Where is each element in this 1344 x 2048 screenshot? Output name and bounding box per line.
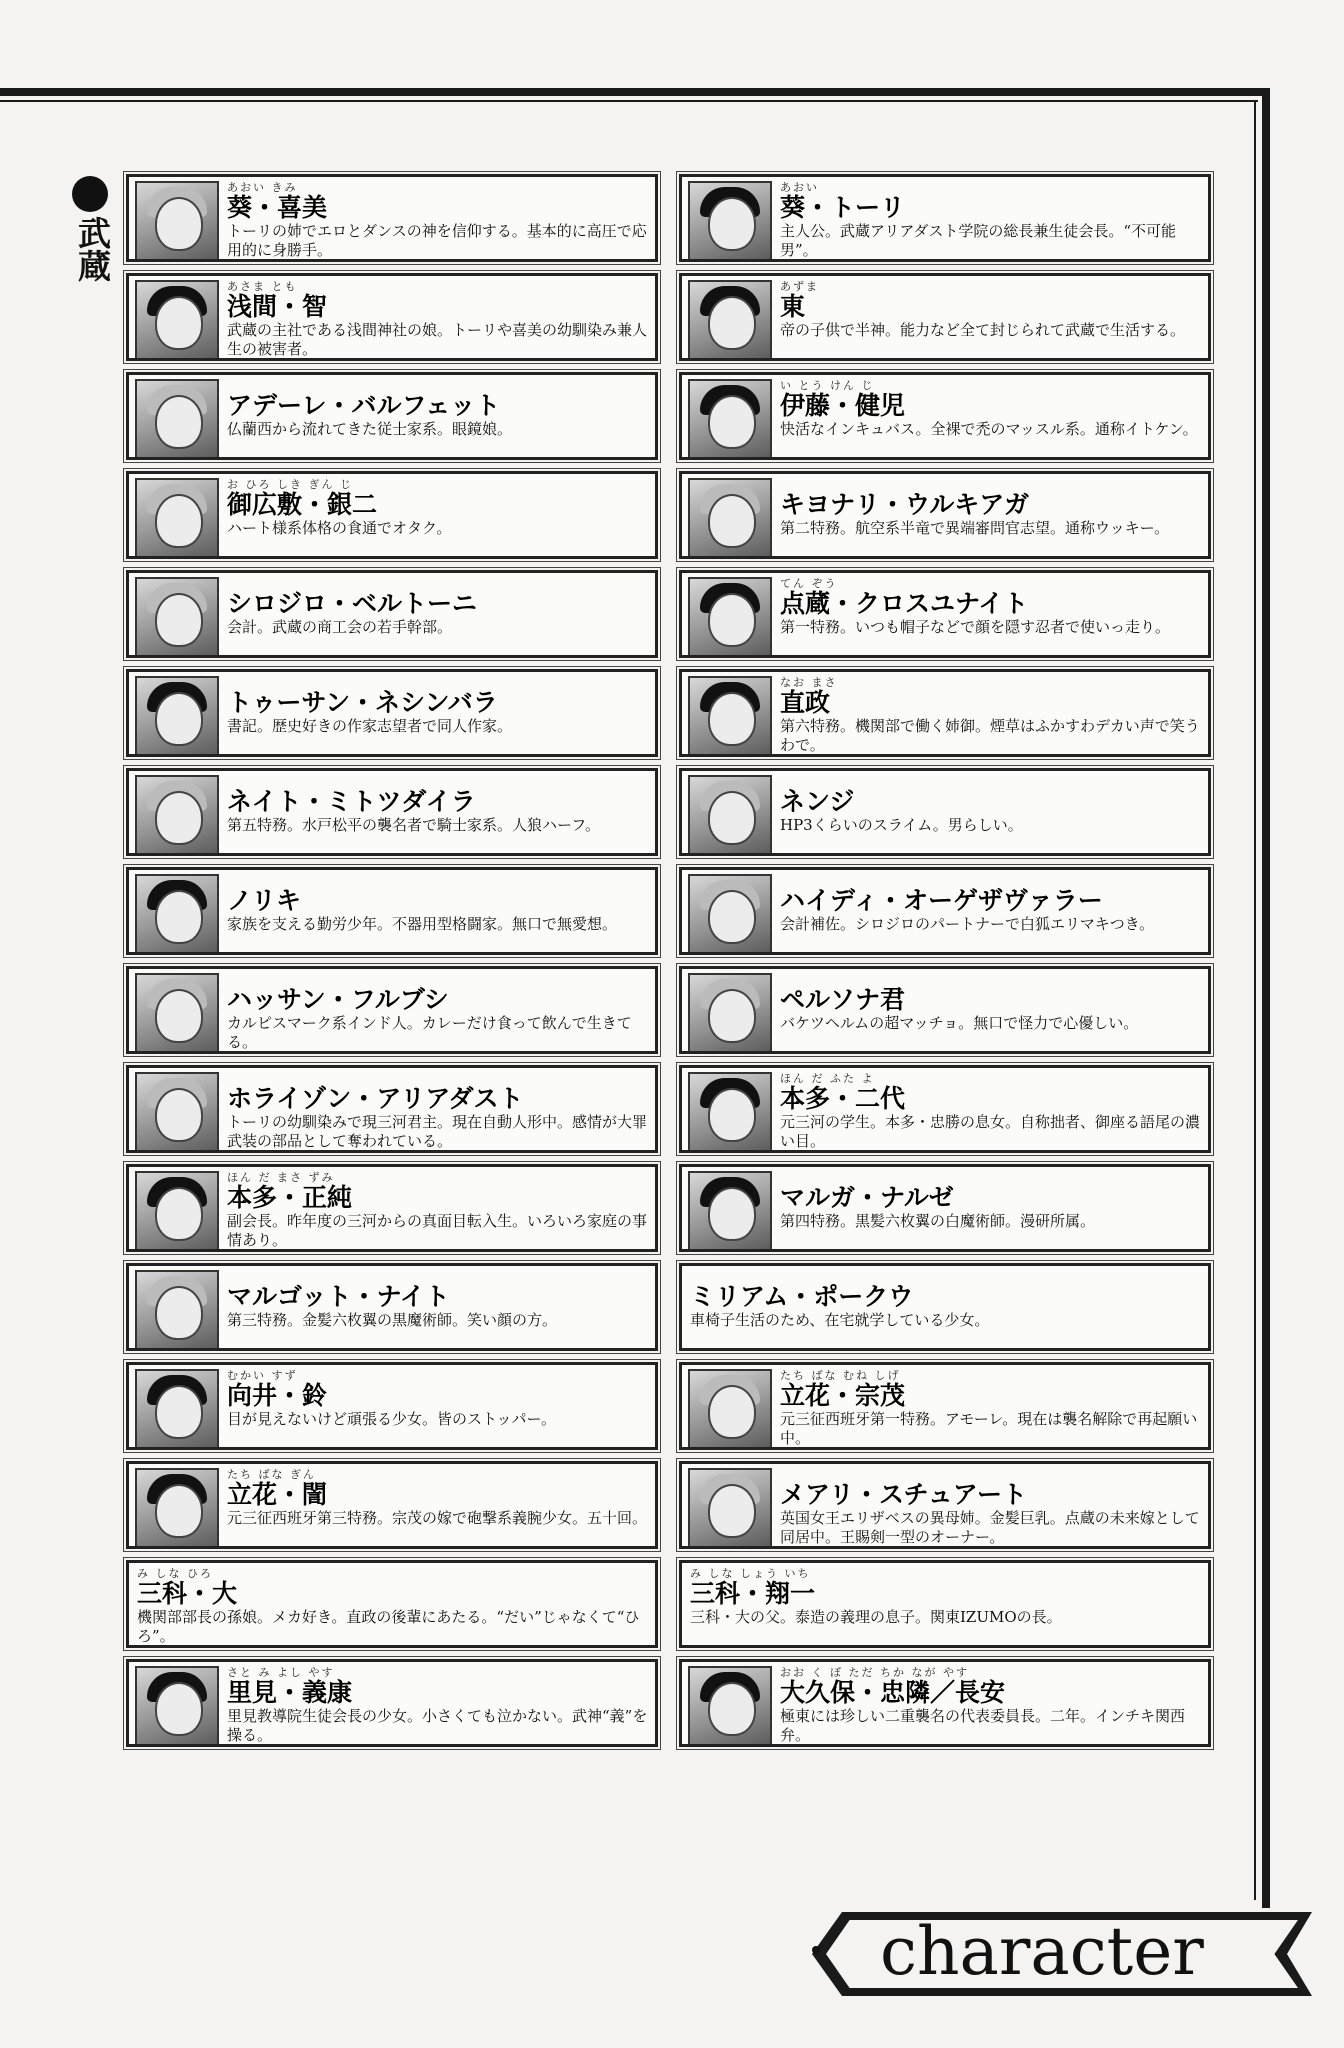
character-description: 里見教導院生徒会長の少女。小さくても泣かない。武神“義”を操る。 (227, 1707, 648, 1744)
character-name: 立花・誾 (227, 1480, 328, 1509)
page-frame-top-inner (0, 100, 1258, 102)
name-ruby: おお く ぼ ただ ちか なが やす (780, 1666, 969, 1679)
character-name: 立花・宗茂 (780, 1381, 906, 1410)
portrait-face (155, 1385, 203, 1439)
character-portrait (135, 181, 219, 262)
character-name: 本多・二代 (780, 1084, 906, 1113)
character-info (780, 1171, 1202, 1231)
character-name: ネンジ (780, 787, 855, 816)
character-card (679, 570, 1211, 658)
character-info (780, 1666, 1202, 1745)
character-description: 武蔵の主社である浅間神社の娘。トーリや喜美の幼馴染み兼人生の被害者。 (227, 321, 648, 358)
portrait-face (155, 791, 203, 845)
portrait-face (708, 296, 756, 350)
character-name: 御広敷・銀二 (227, 490, 378, 519)
character-info (227, 478, 649, 538)
character-portrait (688, 676, 772, 757)
character-name: ペルソナ君 (780, 985, 906, 1014)
portrait-face (155, 1187, 203, 1241)
page-frame-right-inner (1254, 100, 1256, 1900)
character-description: 第四特務。黒髪六枚翼の白魔術師。漫研所属。 (780, 1212, 1096, 1230)
character-name: 向井・鈴 (227, 1381, 328, 1410)
character-portrait (688, 379, 772, 460)
character-card (679, 1065, 1211, 1153)
banner-dot-icon (812, 1946, 820, 1954)
character-info (780, 379, 1202, 439)
character-card (679, 273, 1211, 361)
portrait-face (708, 1385, 756, 1439)
character-info (780, 973, 1202, 1033)
character-card (679, 768, 1211, 856)
character-description: 第三特務。金髪六枚翼の黒魔術師。笑い顔の方。 (227, 1311, 558, 1329)
character-description: 英国女王エリザベスの異母姉。金髪巨乳。点蔵の未来嫁として同居中。王賜剣一型のオーナー。 (780, 1509, 1200, 1546)
character-name: 葵・喜美 (227, 193, 328, 222)
character-card (679, 1164, 1211, 1252)
character-description: 第五特務。水戸松平の襲名者で騎士家系。人狼ハーフ。 (227, 816, 601, 834)
character-name: マルガ・ナルゼ (780, 1183, 954, 1212)
name-ruby: み しな ひろ (137, 1567, 213, 1580)
portrait-face (155, 890, 203, 944)
bullet-dot-icon (72, 176, 108, 212)
portrait-face (708, 1187, 756, 1241)
character-description: 書記。歴史好きの作家志望者で同人作家。 (227, 717, 513, 735)
character-info (780, 1468, 1202, 1547)
character-info (780, 874, 1202, 934)
character-name: 三科・大 (137, 1579, 238, 1608)
character-description: 主人公。武蔵アリアダスト学院の総長兼生徒会長。“不可能男”。 (780, 222, 1177, 259)
name-ruby: あさま とも (227, 280, 298, 293)
name-ruby: たち ばな むね しげ (780, 1369, 901, 1382)
portrait-face (708, 1682, 756, 1736)
character-info (227, 181, 649, 260)
portrait-face (155, 1484, 203, 1538)
portrait-face (155, 1682, 203, 1736)
name-ruby: あずま (780, 280, 819, 293)
character-portrait (688, 1072, 772, 1153)
portrait-face (708, 593, 756, 647)
character-card (126, 867, 658, 955)
character-card (126, 372, 658, 460)
character-card (679, 1659, 1211, 1747)
character-portrait (135, 1270, 219, 1351)
character-portrait (135, 1369, 219, 1450)
portrait-face (708, 494, 756, 548)
character-portrait (135, 874, 219, 955)
character-name: キヨナリ・ウルキアガ (780, 490, 1030, 519)
character-card (679, 1263, 1211, 1351)
character-card (126, 273, 658, 361)
character-description: 元三征西班牙第一特務。アモーレ。現在は襲名解除で再起願い中。 (780, 1410, 1198, 1447)
character-card (679, 1362, 1211, 1450)
character-card (126, 1362, 658, 1450)
character-description: 車椅子生活のため、在宅就学している少女。 (690, 1311, 990, 1329)
character-name: アデーレ・バルフェット (227, 391, 501, 420)
character-info (688, 1270, 1202, 1330)
section-label: 武蔵 (73, 216, 112, 282)
character-info (227, 379, 649, 439)
character-portrait (135, 577, 219, 658)
character-name: ノリキ (227, 886, 302, 915)
character-portrait (688, 1666, 772, 1747)
portrait-face (155, 989, 203, 1043)
character-name: メアリ・スチュアート (780, 1480, 1028, 1509)
name-ruby: ほん だ まさ ずみ (227, 1171, 335, 1184)
character-portrait (688, 973, 772, 1054)
character-card (126, 174, 658, 262)
name-ruby: さと み よし やす (227, 1666, 335, 1679)
character-card (126, 1461, 658, 1549)
name-ruby: あおい きみ (227, 181, 298, 194)
name-ruby: い とう けん じ (780, 379, 875, 392)
character-card (679, 1461, 1211, 1549)
character-portrait (688, 478, 772, 559)
character-description: 副会長。昨年度の三河からの真面目転入生。いろいろ家庭の事情あり。 (227, 1212, 648, 1249)
portrait-face (708, 791, 756, 845)
character-info (227, 775, 649, 835)
character-name: トゥーサン・ネシンバラ (227, 688, 498, 717)
name-ruby: たち ばな ぎん (227, 1468, 316, 1481)
character-card (126, 966, 658, 1054)
character-info (780, 676, 1202, 755)
character-name: シロジロ・ベルトーニ (227, 589, 478, 618)
portrait-face (155, 494, 203, 548)
character-description: 帝の子供で半神。能力など全て封じられて武蔵で生活する。 (780, 321, 1186, 339)
character-card (126, 1560, 658, 1648)
character-info (780, 1072, 1202, 1151)
character-portrait (688, 1468, 772, 1549)
character-name: ミリアム・ポークウ (690, 1282, 914, 1311)
character-info (780, 577, 1202, 637)
character-description: 仏蘭西から流れてきた従士家系。眼鏡娘。 (227, 420, 513, 438)
character-card (679, 1560, 1211, 1648)
section-heading (72, 176, 112, 282)
portrait-face (155, 1088, 203, 1142)
character-name: 点蔵・クロスユナイト (780, 589, 1029, 618)
character-info (688, 1567, 1202, 1627)
character-name: 里見・義康 (227, 1678, 353, 1707)
portrait-face (708, 197, 756, 251)
character-info (780, 1369, 1202, 1448)
character-portrait (135, 676, 219, 757)
character-description: 会計補佐。シロジロのパートナーで白狐エリマキつき。 (780, 915, 1155, 933)
character-info (227, 1270, 649, 1330)
character-info (135, 1567, 649, 1646)
character-description: バケツヘルムの超マッチョ。無口で怪力で心優しい。 (780, 1014, 1139, 1032)
character-portrait (688, 181, 772, 262)
character-portrait (135, 1072, 219, 1153)
page-frame-right (1262, 88, 1270, 1908)
character-card (679, 174, 1211, 262)
portrait-face (155, 692, 203, 746)
character-card (126, 1263, 658, 1351)
character-portrait (135, 280, 219, 361)
page-frame-top (0, 88, 1270, 96)
character-name: 本多・正純 (227, 1183, 353, 1212)
character-card (126, 1659, 658, 1747)
character-portrait (135, 1171, 219, 1252)
character-description: 目が見えないけど頑張る少女。皆のストッパー。 (227, 1410, 556, 1428)
character-info (227, 1666, 649, 1745)
character-description: 元三河の学生。本多・忠勝の息女。自称拙者、御座る語尾の濃い目。 (780, 1113, 1201, 1150)
character-card (126, 768, 658, 856)
portrait-face (155, 395, 203, 449)
name-ruby: お ひろ しき ぎん じ (227, 478, 353, 491)
portrait-face (708, 1088, 756, 1142)
character-info (227, 874, 649, 934)
character-description: ハート様系体格の食通でオタク。 (227, 519, 452, 537)
character-description: 家族を支える勤労少年。不器用型格闘家。無口で無愛想。 (227, 915, 618, 933)
character-card (679, 471, 1211, 559)
character-info (227, 676, 649, 736)
character-card (126, 570, 658, 658)
character-portrait (688, 1369, 772, 1450)
character-name: 葵・トーリ (780, 193, 906, 222)
name-ruby: ほん だ ふた よ (780, 1072, 875, 1085)
character-info (227, 577, 649, 637)
character-card (679, 372, 1211, 460)
character-description: トーリの幼馴染みで現三河君主。現在自動人形中。感情が大罪武装の部品として奪われている。 (227, 1113, 648, 1150)
character-grid (126, 174, 1211, 1747)
character-name: ハッサン・フルブシ (227, 985, 449, 1014)
portrait-face (155, 1286, 203, 1340)
name-ruby: み しな しょう いち (690, 1567, 811, 1580)
character-card (126, 1164, 658, 1252)
character-name: ネイト・ミトツダイラ (227, 787, 476, 816)
character-description: 機関部部長の孫娘。メカ好き。直政の後輩にあたる。“だい”じゃなくて“ひろ”。 (137, 1608, 640, 1645)
character-name: 三科・翔一 (690, 1579, 816, 1608)
banner-title: character (880, 1913, 1204, 1990)
character-name: 直政 (780, 688, 831, 717)
character-card (126, 669, 658, 757)
character-card (679, 867, 1211, 955)
character-portrait (135, 478, 219, 559)
character-portrait (688, 775, 772, 856)
character-info (780, 280, 1202, 340)
character-portrait (135, 379, 219, 460)
character-portrait (688, 280, 772, 361)
portrait-face (708, 395, 756, 449)
character-description: 第一特務。いつも帽子などで顔を隠す忍者で使いっ走り。 (780, 618, 1171, 636)
portrait-face (708, 890, 756, 944)
portrait-face (155, 593, 203, 647)
portrait-face (708, 989, 756, 1043)
character-portrait (688, 1171, 772, 1252)
character-description: 快活なインキュバス。全裸で禿のマッスル系。通称イトケン。 (780, 420, 1198, 438)
character-portrait (135, 1468, 219, 1549)
portrait-face (708, 692, 756, 746)
name-ruby: むかい すず (227, 1369, 298, 1382)
name-ruby: なお まさ (780, 676, 838, 689)
character-description: トーリの姉でエロとダンスの神を信仰する。基本的に高圧で応用的に身勝手。 (227, 222, 647, 259)
character-description: 元三征西班牙第三特務。宗茂の嫁で砲撃系義腕少女。五十回。 (227, 1509, 648, 1527)
character-name: 東 (780, 292, 806, 321)
character-portrait (688, 874, 772, 955)
character-card (126, 1065, 658, 1153)
character-description: 第二特務。航空系半竜で異端審問官志望。通称ウッキー。 (780, 519, 1170, 537)
character-info (227, 1171, 649, 1250)
character-card (126, 471, 658, 559)
character-info (780, 181, 1202, 260)
portrait-face (708, 1484, 756, 1538)
name-ruby: てん ぞう (780, 577, 838, 590)
character-portrait (688, 577, 772, 658)
character-card (679, 669, 1211, 757)
character-card (679, 966, 1211, 1054)
character-info (227, 280, 649, 359)
character-description: HP3くらいのスライム。男らしい。 (780, 816, 1023, 834)
character-info (227, 1072, 649, 1151)
character-portrait (135, 775, 219, 856)
character-portrait (135, 1666, 219, 1747)
character-portrait (135, 973, 219, 1054)
character-info (227, 1468, 649, 1528)
character-name: 浅間・智 (227, 292, 328, 321)
character-info (780, 478, 1202, 538)
character-name: 大久保・忠隣／長安 (780, 1678, 1006, 1707)
portrait-face (155, 197, 203, 251)
character-description: 三科・大の父。泰造の義理の息子。関東IZUMOの長。 (690, 1608, 1062, 1626)
name-ruby: あおい (780, 181, 819, 194)
character-name: ハイディ・オーゲザヴァラー (780, 886, 1103, 915)
character-info (227, 1369, 649, 1429)
character-description: 極東には珍しい二重襲名の代表委員長。二年。インチキ関西弁。 (780, 1707, 1186, 1744)
character-description: 会計。武蔵の商工会の若手幹部。 (227, 618, 453, 636)
character-description: カルピスマーク系インド人。カレーだけ食って飲んで生きてる。 (227, 1014, 632, 1051)
character-name: 伊藤・健児 (780, 391, 906, 420)
character-name: ホライゾン・アリアダスト (227, 1084, 524, 1113)
character-name: マルゴット・ナイト (227, 1282, 450, 1311)
character-info (780, 775, 1202, 835)
character-description: 第六特務。機関部で働く姉御。煙草はふかすわデカい声で笑うわで。 (780, 717, 1200, 754)
character-info (227, 973, 649, 1052)
portrait-face (155, 296, 203, 350)
